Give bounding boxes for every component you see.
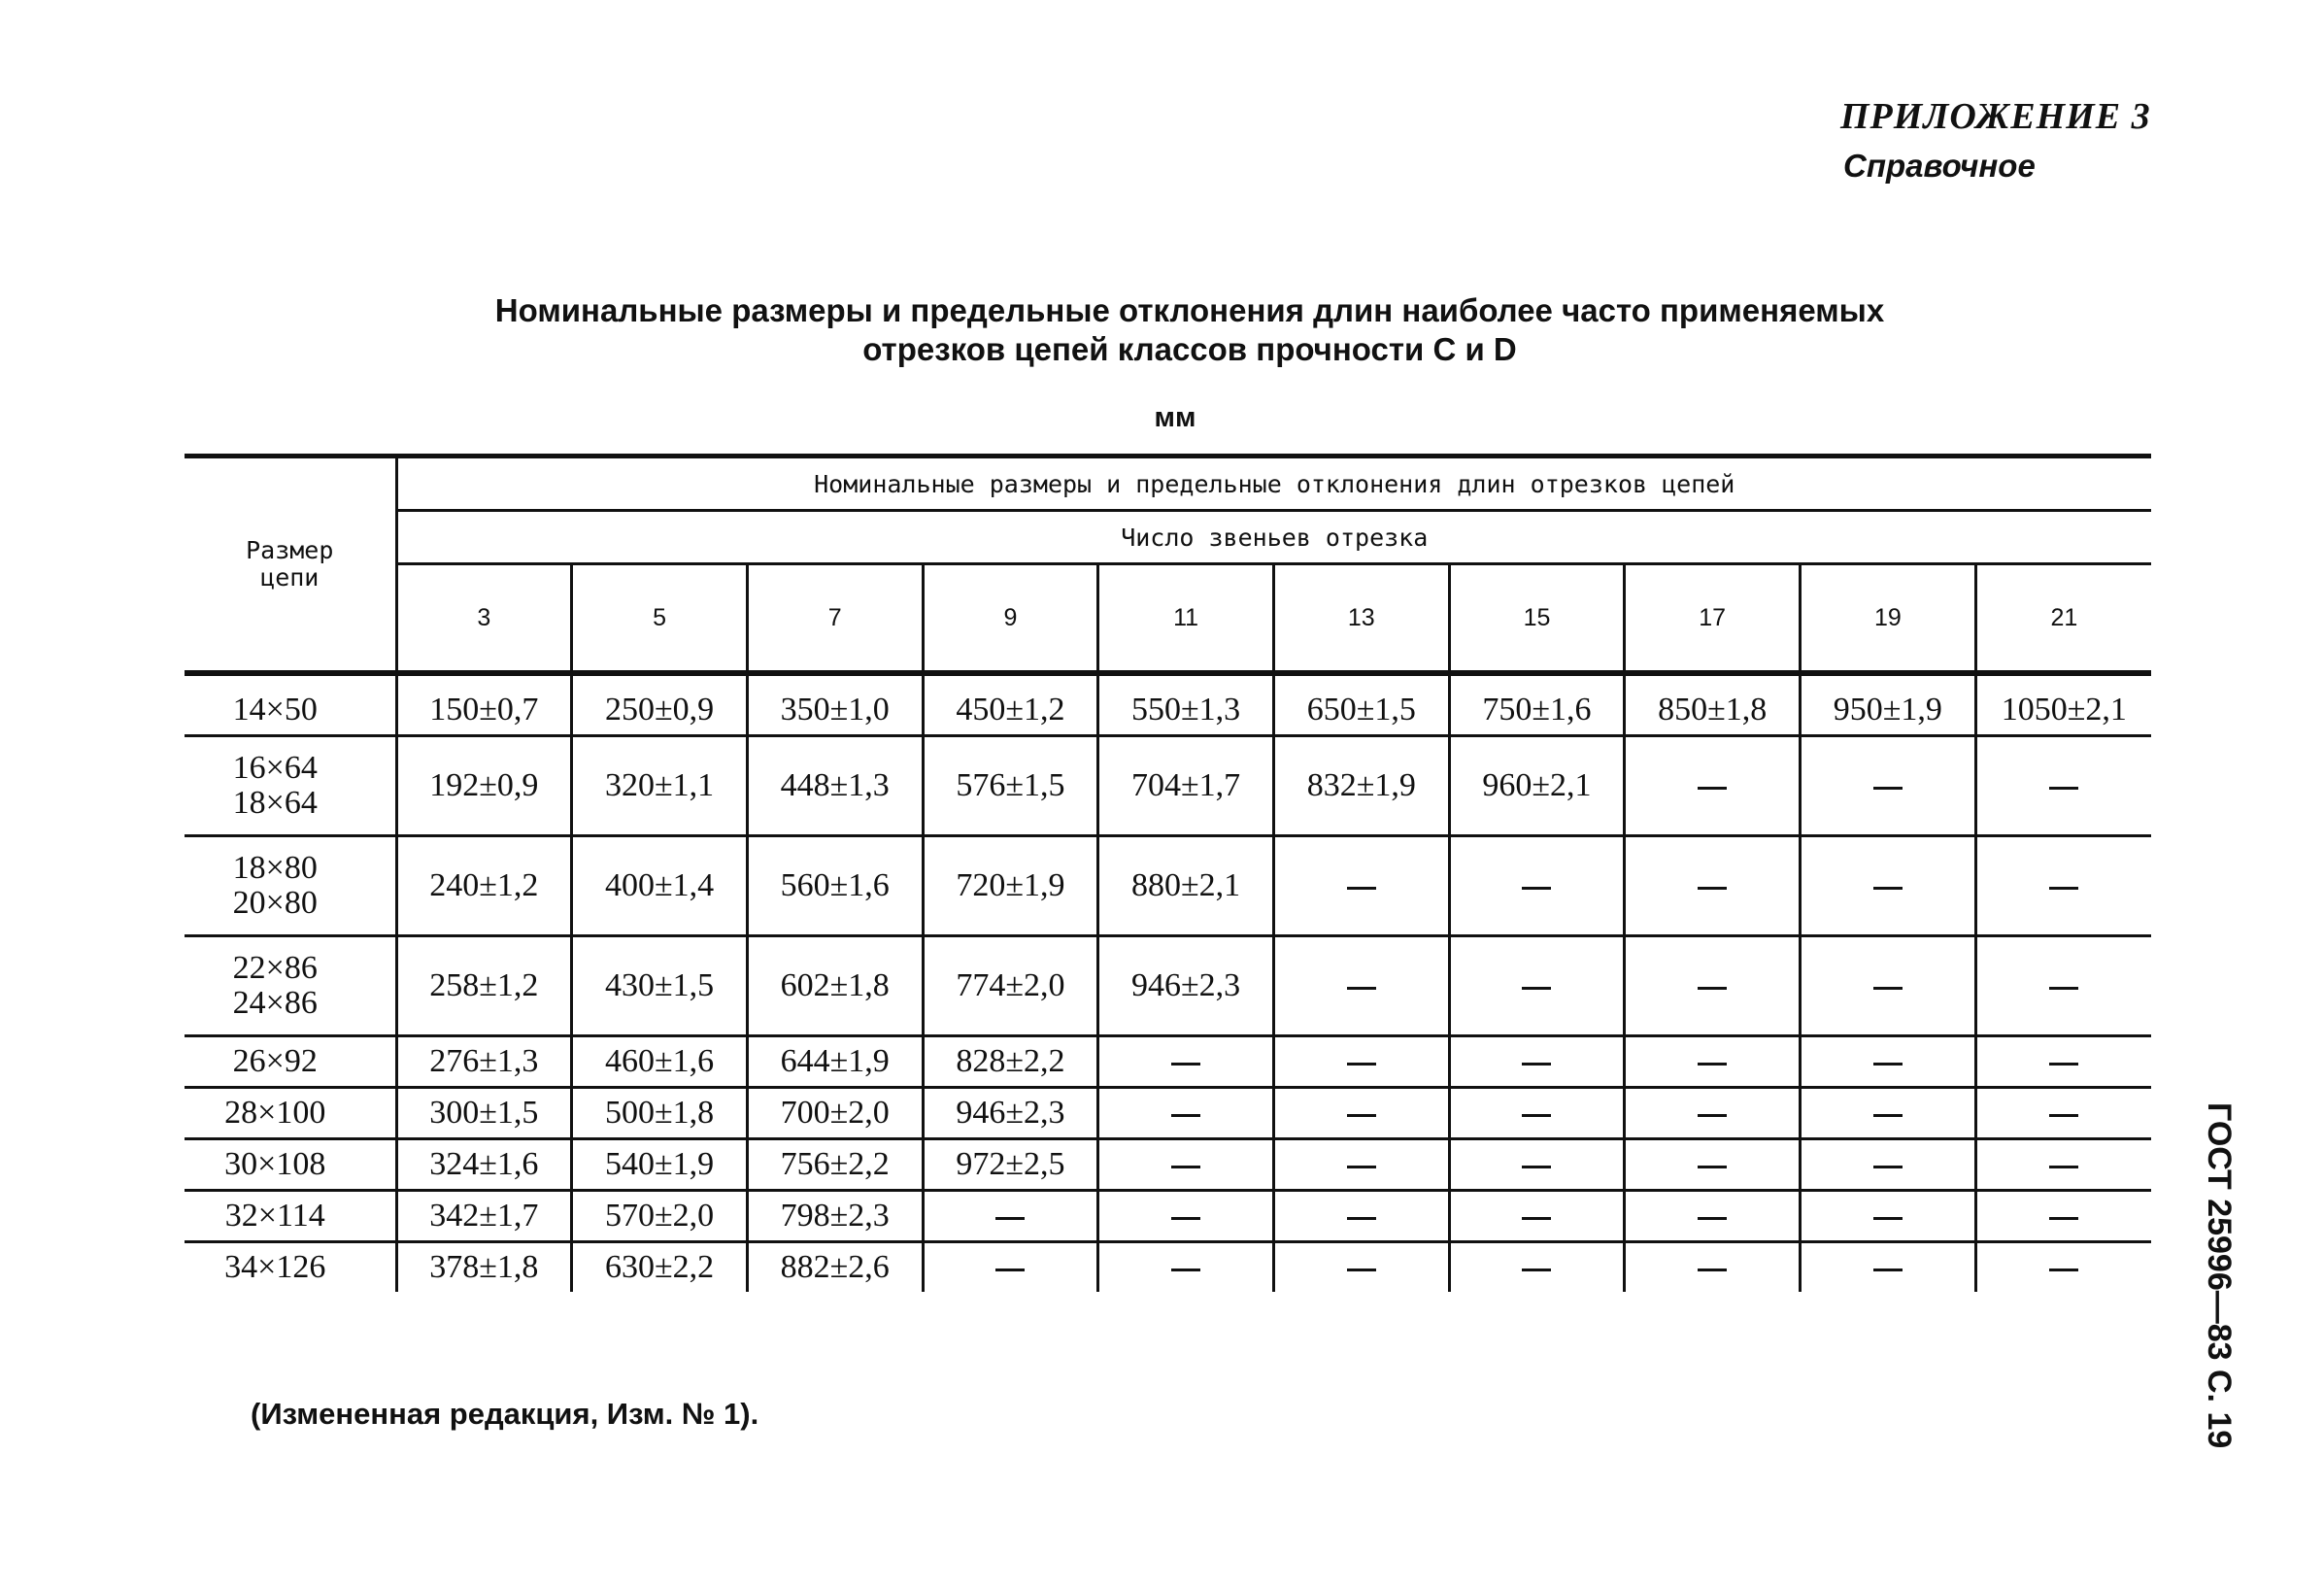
length-cell: 602±1,8 (747, 936, 923, 1036)
dash-mark (1522, 1217, 1551, 1220)
dash-mark (1522, 987, 1551, 990)
chain-size-value: 26×92 (232, 1043, 318, 1079)
table-row (185, 1036, 2151, 1088)
length-cell (1449, 1036, 1625, 1088)
length-cell (1975, 1242, 2151, 1293)
dash-mark (1522, 887, 1551, 890)
dash-mark (1347, 987, 1376, 990)
links-count-17: 17 (1625, 564, 1801, 672)
dash-mark (1698, 787, 1727, 790)
chain-size (185, 1088, 396, 1139)
length-cell (1801, 1088, 1976, 1139)
chain-size-value: 16×64 (232, 750, 318, 786)
length-cell (1625, 736, 1801, 836)
length-cell (1625, 1242, 1801, 1293)
length-cell (1098, 1088, 1274, 1139)
length-cell: 880±2,1 (1098, 836, 1274, 936)
dash-mark (1347, 1166, 1376, 1168)
length-cell (1273, 1242, 1449, 1293)
length-cell: 300±1,5 (396, 1088, 572, 1139)
length-cell (1801, 1191, 1976, 1242)
dash-mark (995, 1269, 1025, 1271)
dash-mark (1171, 1063, 1200, 1066)
dash-mark (1171, 1114, 1200, 1117)
chain-size (185, 686, 396, 736)
chain-size-value: 18×64 (232, 785, 318, 821)
length-cell (1098, 1139, 1274, 1191)
dash-mark (1698, 1063, 1727, 1066)
length-cell: 950±1,9 (1801, 686, 1976, 736)
length-cell: 460±1,6 (572, 1036, 748, 1088)
links-count-5: 5 (572, 564, 748, 672)
dash-mark (1347, 887, 1376, 890)
dash-mark (1873, 1114, 1903, 1117)
length-cell: 700±2,0 (747, 1088, 923, 1139)
length-cell: 560±1,6 (747, 836, 923, 936)
table-row (185, 1191, 2151, 1242)
length-cell: 378±1,8 (396, 1242, 572, 1293)
length-cell (1449, 836, 1625, 936)
dash-mark (1873, 1063, 1903, 1066)
appendix-subtitle: Справочное (1843, 148, 2036, 184)
length-cell: 650±1,5 (1273, 686, 1449, 736)
length-cell (1625, 1191, 1801, 1242)
dash-mark (1522, 1063, 1551, 1066)
length-cell (923, 1191, 1098, 1242)
dash-mark (1522, 1166, 1551, 1168)
table-title (388, 291, 1991, 369)
length-cell (1098, 1242, 1274, 1293)
table-row (185, 836, 2151, 936)
main-header: Номинальные размеры и предельные отклонения длин отрезков цепей (396, 457, 2151, 511)
dash-mark (2049, 1114, 2078, 1117)
length-cell (1975, 736, 2151, 836)
length-cell (1975, 1088, 2151, 1139)
length-cell (1625, 936, 1801, 1036)
dash-mark (2049, 1217, 2078, 1220)
chain-size-value: 18×80 (232, 850, 318, 886)
links-count-19: 19 (1801, 564, 1976, 672)
length-cell (1273, 1139, 1449, 1191)
length-cell (1625, 1088, 1801, 1139)
chain-lengths-table (185, 454, 2151, 1292)
length-cell: 750±1,6 (1449, 686, 1625, 736)
length-cell (1801, 1242, 1976, 1293)
length-cell (1975, 836, 2151, 936)
links-count-11: 11 (1098, 564, 1274, 672)
table-row (185, 686, 2151, 736)
length-cell: 972±2,5 (923, 1139, 1098, 1191)
footnote: (Измененная редакция, Изм. № 1). (251, 1397, 759, 1431)
length-cell: 946±2,3 (923, 1088, 1098, 1139)
length-cell: 240±1,2 (396, 836, 572, 936)
length-cell: 276±1,3 (396, 1036, 572, 1088)
chain-size-value: 14×50 (232, 692, 318, 727)
dash-mark (1347, 1114, 1376, 1117)
length-cell: 798±2,3 (747, 1191, 923, 1242)
appendix-title: ПРИЛОЖЕНИЕ 3 (1840, 96, 2151, 137)
size-header (185, 457, 396, 672)
length-cell (1449, 1139, 1625, 1191)
length-cell (923, 1242, 1098, 1293)
length-cell: 832±1,9 (1273, 736, 1449, 836)
links-count-7: 7 (747, 564, 923, 672)
dash-mark (1698, 1269, 1727, 1271)
length-cell (1801, 836, 1976, 936)
length-cell (1273, 1036, 1449, 1088)
length-cell: 150±0,7 (396, 686, 572, 736)
dash-mark (1873, 1166, 1903, 1168)
dash-mark (1347, 1063, 1376, 1066)
length-cell (1449, 1191, 1625, 1242)
chain-size (185, 836, 396, 936)
length-cell (1625, 1139, 1801, 1191)
length-cell: 192±0,9 (396, 736, 572, 836)
side-page-label: ГОСТ 25996—83 С. 19 (2201, 1102, 2238, 1449)
length-cell: 850±1,8 (1625, 686, 1801, 736)
length-cell (1098, 1036, 1274, 1088)
length-cell (1801, 1036, 1976, 1088)
chain-size-value: 32×114 (224, 1198, 325, 1234)
length-cell: 342±1,7 (396, 1191, 572, 1242)
dash-mark (1698, 887, 1727, 890)
size-header-line-1: Размер (246, 536, 334, 564)
length-cell: 450±1,2 (923, 686, 1098, 736)
length-cell (1625, 1036, 1801, 1088)
length-cell (1273, 836, 1449, 936)
length-cell: 540±1,9 (572, 1139, 748, 1191)
length-cell: 882±2,6 (747, 1242, 923, 1293)
table-title-line-2: отрезков цепей классов прочности С и D (862, 331, 1517, 367)
length-cell (1273, 1191, 1449, 1242)
chain-size (185, 1191, 396, 1242)
chain-size (185, 1242, 396, 1293)
length-cell (1098, 1191, 1274, 1242)
length-cell (1975, 1036, 2151, 1088)
length-cell (1449, 936, 1625, 1036)
dash-mark (1698, 1166, 1727, 1168)
chain-size-value: 34×126 (224, 1249, 326, 1285)
dash-mark (995, 1217, 1025, 1220)
table-row (185, 1242, 2151, 1293)
length-cell: 350±1,0 (747, 686, 923, 736)
length-cell: 828±2,2 (923, 1036, 1098, 1088)
dash-mark (1171, 1166, 1200, 1168)
links-count-15: 15 (1449, 564, 1625, 672)
table-row (185, 1088, 2151, 1139)
length-cell: 704±1,7 (1098, 736, 1274, 836)
chain-size-value: 30×108 (224, 1146, 326, 1182)
length-cell: 774±2,0 (923, 936, 1098, 1036)
length-cell (1273, 1088, 1449, 1139)
dash-mark (2049, 1063, 2078, 1066)
links-count-header: Число звеньев отрезка (396, 511, 2151, 564)
dash-mark (1873, 1217, 1903, 1220)
dash-mark (1873, 1269, 1903, 1271)
chain-size (185, 1036, 396, 1088)
chain-size (185, 1139, 396, 1191)
links-count-9: 9 (923, 564, 1098, 672)
dash-mark (1873, 787, 1903, 790)
length-cell: 960±2,1 (1449, 736, 1625, 836)
chain-size-value: 24×86 (232, 985, 318, 1021)
dash-mark (1698, 1114, 1727, 1117)
dash-mark (1347, 1217, 1376, 1220)
links-count-21: 21 (2050, 603, 2078, 631)
dash-mark (1171, 1269, 1200, 1271)
dash-mark (1522, 1269, 1551, 1271)
dash-mark (1873, 987, 1903, 990)
length-cell: 630±2,2 (572, 1242, 748, 1293)
chain-size-value: 22×86 (232, 950, 318, 986)
length-cell (1975, 936, 2151, 1036)
length-cell (1801, 1139, 1976, 1191)
length-cell: 644±1,9 (747, 1036, 923, 1088)
dash-mark (2049, 787, 2078, 790)
length-cell (1273, 936, 1449, 1036)
length-cell: 258±1,2 (396, 936, 572, 1036)
length-cell: 570±2,0 (572, 1191, 748, 1242)
length-cell: 400±1,4 (572, 836, 748, 936)
length-cell: 946±2,3 (1098, 936, 1274, 1036)
length-cell: 324±1,6 (396, 1139, 572, 1191)
dash-mark (2049, 987, 2078, 990)
dash-mark (1522, 1114, 1551, 1117)
length-cell (1975, 1139, 2151, 1191)
dash-mark (1698, 987, 1727, 990)
dash-mark (1171, 1217, 1200, 1220)
length-cell (1449, 1088, 1625, 1139)
length-cell: 576±1,5 (923, 736, 1098, 836)
length-cell: 1050±2,1 (1975, 686, 2151, 736)
length-cell: 250±0,9 (572, 686, 748, 736)
chain-size-value: 20×80 (232, 885, 318, 921)
length-cell: 756±2,2 (747, 1139, 923, 1191)
chain-size-value: 28×100 (224, 1095, 326, 1131)
length-cell: 448±1,3 (747, 736, 923, 836)
dash-mark (1347, 1269, 1376, 1271)
length-cell: 500±1,8 (572, 1088, 748, 1139)
dash-mark (2049, 1166, 2078, 1168)
length-cell: 430±1,5 (572, 936, 748, 1036)
table-row (185, 736, 2151, 836)
length-cell (1975, 1191, 2151, 1242)
length-cell (1625, 836, 1801, 936)
length-cell: 320±1,1 (572, 736, 748, 836)
length-cell: 720±1,9 (923, 836, 1098, 936)
units-label: мм (1154, 402, 1196, 433)
table-row (185, 1139, 2151, 1191)
links-count-13: 13 (1273, 564, 1449, 672)
chain-size (185, 936, 396, 1036)
chain-size (185, 736, 396, 836)
length-cell (1449, 1242, 1625, 1293)
dash-mark (2049, 1269, 2078, 1271)
dash-mark (2049, 887, 2078, 890)
table-title-line-1: Номинальные размеры и предельные отклонения длин наиболее часто применяемых (494, 292, 1885, 328)
dash-mark (1698, 1217, 1727, 1220)
length-cell (1801, 736, 1976, 836)
table-row (185, 936, 2151, 1036)
links-count-3: 3 (396, 564, 572, 672)
dash-mark (1873, 887, 1903, 890)
length-cell: 550±1,3 (1098, 686, 1274, 736)
size-header-line-2: цепи (260, 563, 320, 592)
length-cell (1801, 936, 1976, 1036)
